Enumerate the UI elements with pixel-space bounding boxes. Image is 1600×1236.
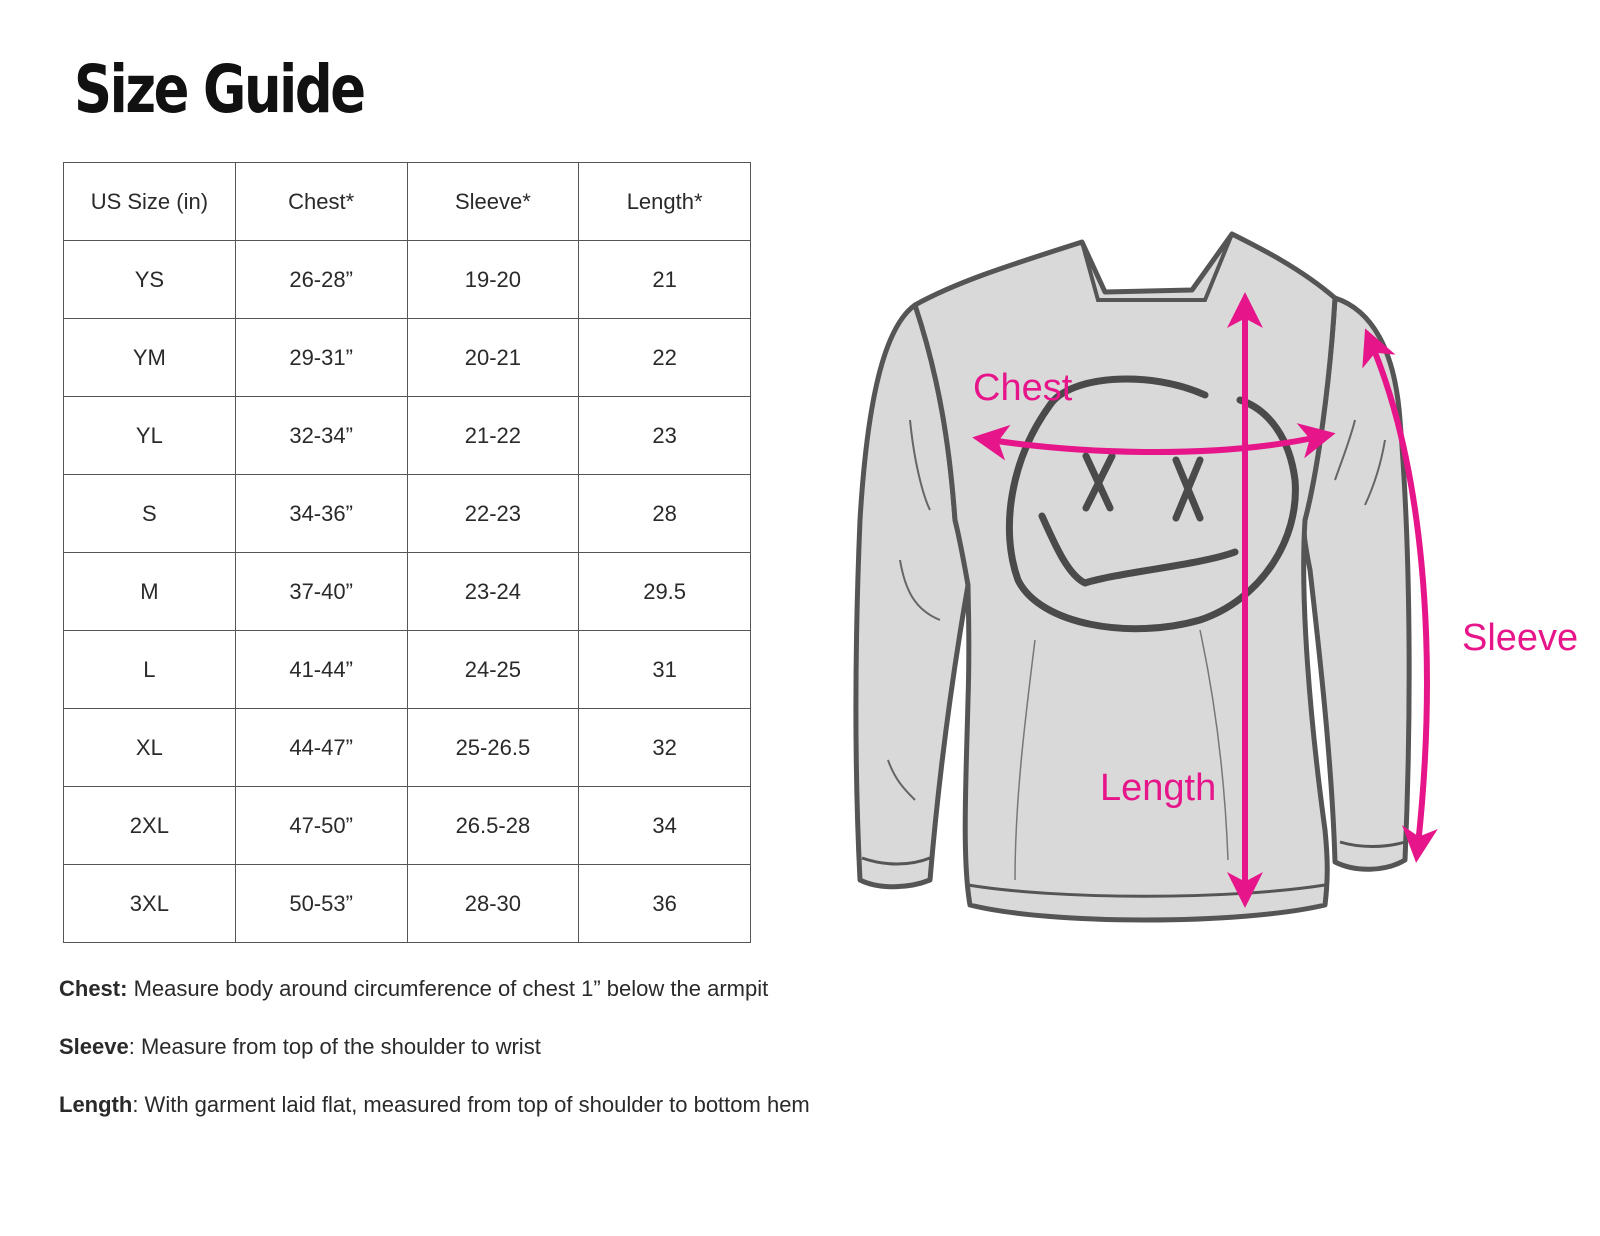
cell-length: 23: [579, 397, 751, 475]
sleeve-label: Sleeve: [1462, 617, 1579, 659]
table-row: [64, 475, 751, 553]
cell-length: 28: [579, 475, 751, 553]
cell-chest: 37-40”: [235, 553, 407, 631]
cell-length: 32: [579, 709, 751, 787]
cell-size: 3XL: [64, 865, 236, 943]
sweatshirt-illustration: [856, 234, 1409, 920]
length-note-text: : With garment laid flat, measured from top of shoulder to bottom hem: [132, 1092, 810, 1117]
size-table: [63, 162, 751, 943]
cell-chest: 26-28”: [235, 241, 407, 319]
header-sleeve: Sleeve*: [407, 163, 579, 241]
sleeve-note-label: Sleeve: [59, 1034, 129, 1059]
cell-size: YL: [64, 397, 236, 475]
cell-sleeve: 19-20: [407, 241, 579, 319]
cell-chest: 50-53”: [235, 865, 407, 943]
page-title: Size Guide: [74, 51, 364, 128]
cell-length: 36: [579, 865, 751, 943]
chest-note-label: Chest:: [59, 976, 128, 1001]
sweatshirt-diagram: [840, 220, 1600, 940]
cell-size: YM: [64, 319, 236, 397]
table-row: [64, 865, 751, 943]
cell-length: 31: [579, 631, 751, 709]
header-chest: Chest*: [235, 163, 407, 241]
table-row: [64, 241, 751, 319]
cell-chest: 41-44”: [235, 631, 407, 709]
sleeve-note-text: : Measure from top of the shoulder to wrist: [128, 1034, 541, 1059]
header-length: Length*: [579, 163, 751, 241]
cell-sleeve: 22-23: [407, 475, 579, 553]
cell-sleeve: 26.5-28: [407, 787, 579, 865]
table-row: [64, 787, 751, 865]
length-label: Length: [1100, 767, 1217, 809]
cell-sleeve: 21-22: [407, 397, 579, 475]
cell-chest: 44-47”: [235, 709, 407, 787]
cell-chest: 47-50”: [235, 787, 407, 865]
sleeve-note: [59, 1034, 541, 1060]
cell-chest: 29-31”: [235, 319, 407, 397]
cell-sleeve: 23-24: [407, 553, 579, 631]
cell-sleeve: 24-25: [407, 631, 579, 709]
table-row: [64, 631, 751, 709]
header-us-size: US Size (in): [64, 163, 236, 241]
table-row: [64, 709, 751, 787]
length-note: [59, 1092, 810, 1118]
cell-chest: 34-36”: [235, 475, 407, 553]
cell-size: XL: [64, 709, 236, 787]
table-row: [64, 319, 751, 397]
cell-size: L: [64, 631, 236, 709]
cell-size: 2XL: [64, 787, 236, 865]
cell-length: 34: [579, 787, 751, 865]
cell-sleeve: 20-21: [407, 319, 579, 397]
cell-length: 29.5: [579, 553, 751, 631]
cell-length: 21: [579, 241, 751, 319]
chest-label: Chest: [973, 367, 1073, 409]
cell-size: M: [64, 553, 236, 631]
cell-sleeve: 25-26.5: [407, 709, 579, 787]
cell-chest: 32-34”: [235, 397, 407, 475]
cell-sleeve: 28-30: [407, 865, 579, 943]
table-row: [64, 397, 751, 475]
cell-size: S: [64, 475, 236, 553]
cell-length: 22: [579, 319, 751, 397]
chest-note: [59, 976, 768, 1002]
length-note-label: Length: [59, 1092, 133, 1117]
cell-size: YS: [64, 241, 236, 319]
chest-note-text: Measure body around circumference of chest 1” below the armpit: [127, 976, 769, 1001]
table-row: [64, 553, 751, 631]
table-header-row: [64, 163, 751, 241]
